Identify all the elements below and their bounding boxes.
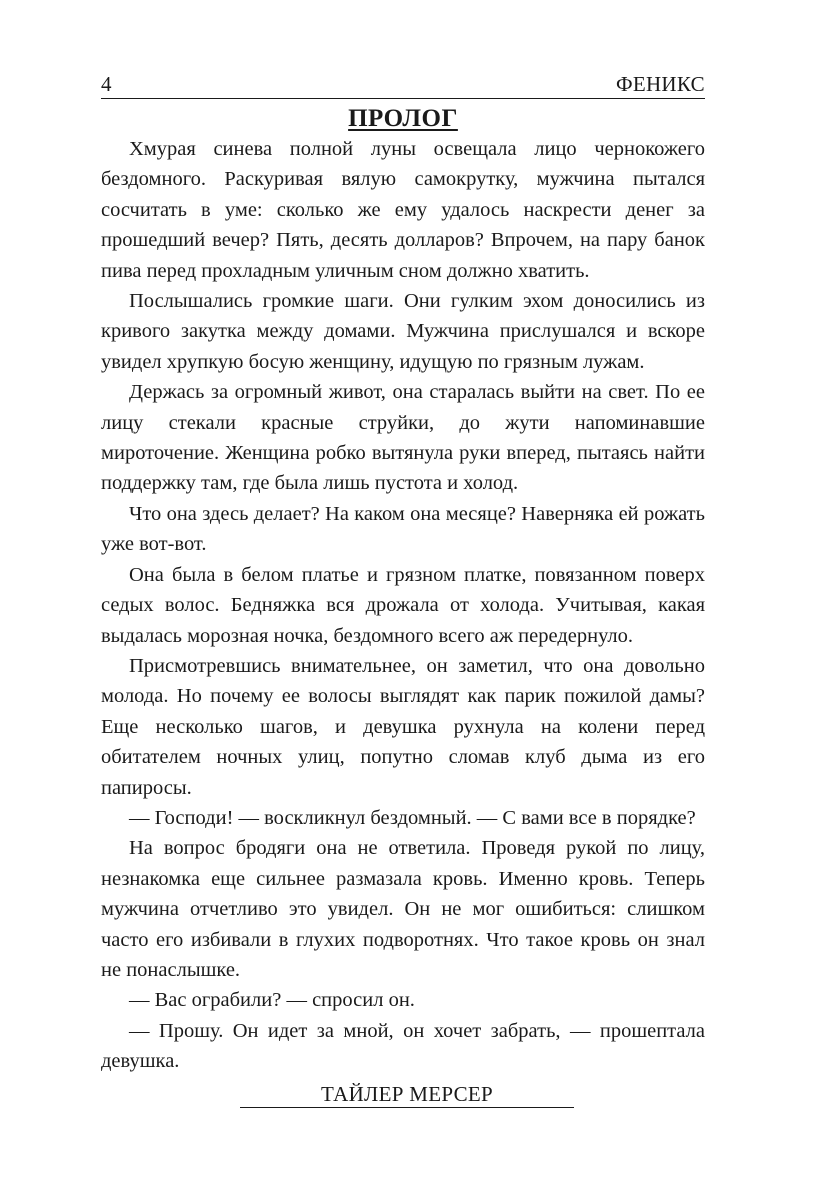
- paragraph: — Прошу. Он идет за мной, он хочет забрать, — прошептала девушка.: [101, 1019, 705, 1073]
- paragraph: Она была в белом платье и грязном платке, повязанном поверх седых волос. Бедняжка вся дрожала от холода. Учитывая, какая выдалась морозная ночка, бездомного всего аж передернуло.: [101, 563, 705, 647]
- paragraph: Что она здесь делает? На каком она месяце? Наверняка ей рожать уже вот-вот.: [101, 502, 705, 556]
- paragraph: Хмурая синева полной луны освещала лицо чернокожего бездомного. Раскуривая вялую самокрутку, мужчина пытался сосчитать в уме: сколько же ему удалось наскрести денег за прошедший вечер? Пять, десять долларов? Впрочем, на пару банок пива перед прохладным уличным сном должно хватить.: [101, 138, 705, 282]
- paragraph: Держась за огромный живот, она старалась выйти на свет. По ее лицу стекали красные струйки, до жути напоминавшие мироточение. Женщина робко вытянула руки вперед, пытаясь найти поддержку там, где была лишь пустота и холод.: [101, 381, 705, 495]
- paragraph: Послышались громкие шаги. Они гулким эхом доносились из кривого закутка между домами. Мужчина прислушался и вскоре увидел хрупкую босую женщину, идущую по грязным лужам.: [101, 290, 705, 373]
- chapter-title: ПРОЛОГ: [348, 105, 458, 132]
- body-text: [101, 134, 705, 1077]
- paragraph: — Вас ограбили? — спросил он.: [129, 989, 415, 1012]
- running-header: [101, 68, 705, 99]
- author-footer: ТАЙЛЕР МЕРСЕР: [240, 1082, 574, 1108]
- book-title: ФЕНИКС: [615, 72, 705, 96]
- paragraph: Присмотревшись внимательнее, он заметил, что она довольно молода. Но почему ее волосы выглядят как парик пожилой дамы? Еще несколько шагов, и девушка рухнула на колени перед обитателем ночных улиц, попутно сломав клуб дыма из его папиросы.: [101, 654, 705, 799]
- paragraph: — Господи! — воскликнул бездомный. — С вами все в порядке?: [129, 806, 696, 829]
- paragraph: На вопрос бродяги она не ответила. Проведя рукой по лицу, незнакомка еще сильнее размазала кровь. Именно кровь. Теперь мужчина отчетливо это увидел. Он не мог ошибиться: слишком часто его избивали в глухих подворотнях. Что такое кровь он знал не понаслышке.: [101, 837, 705, 981]
- page-number: 4: [101, 72, 112, 96]
